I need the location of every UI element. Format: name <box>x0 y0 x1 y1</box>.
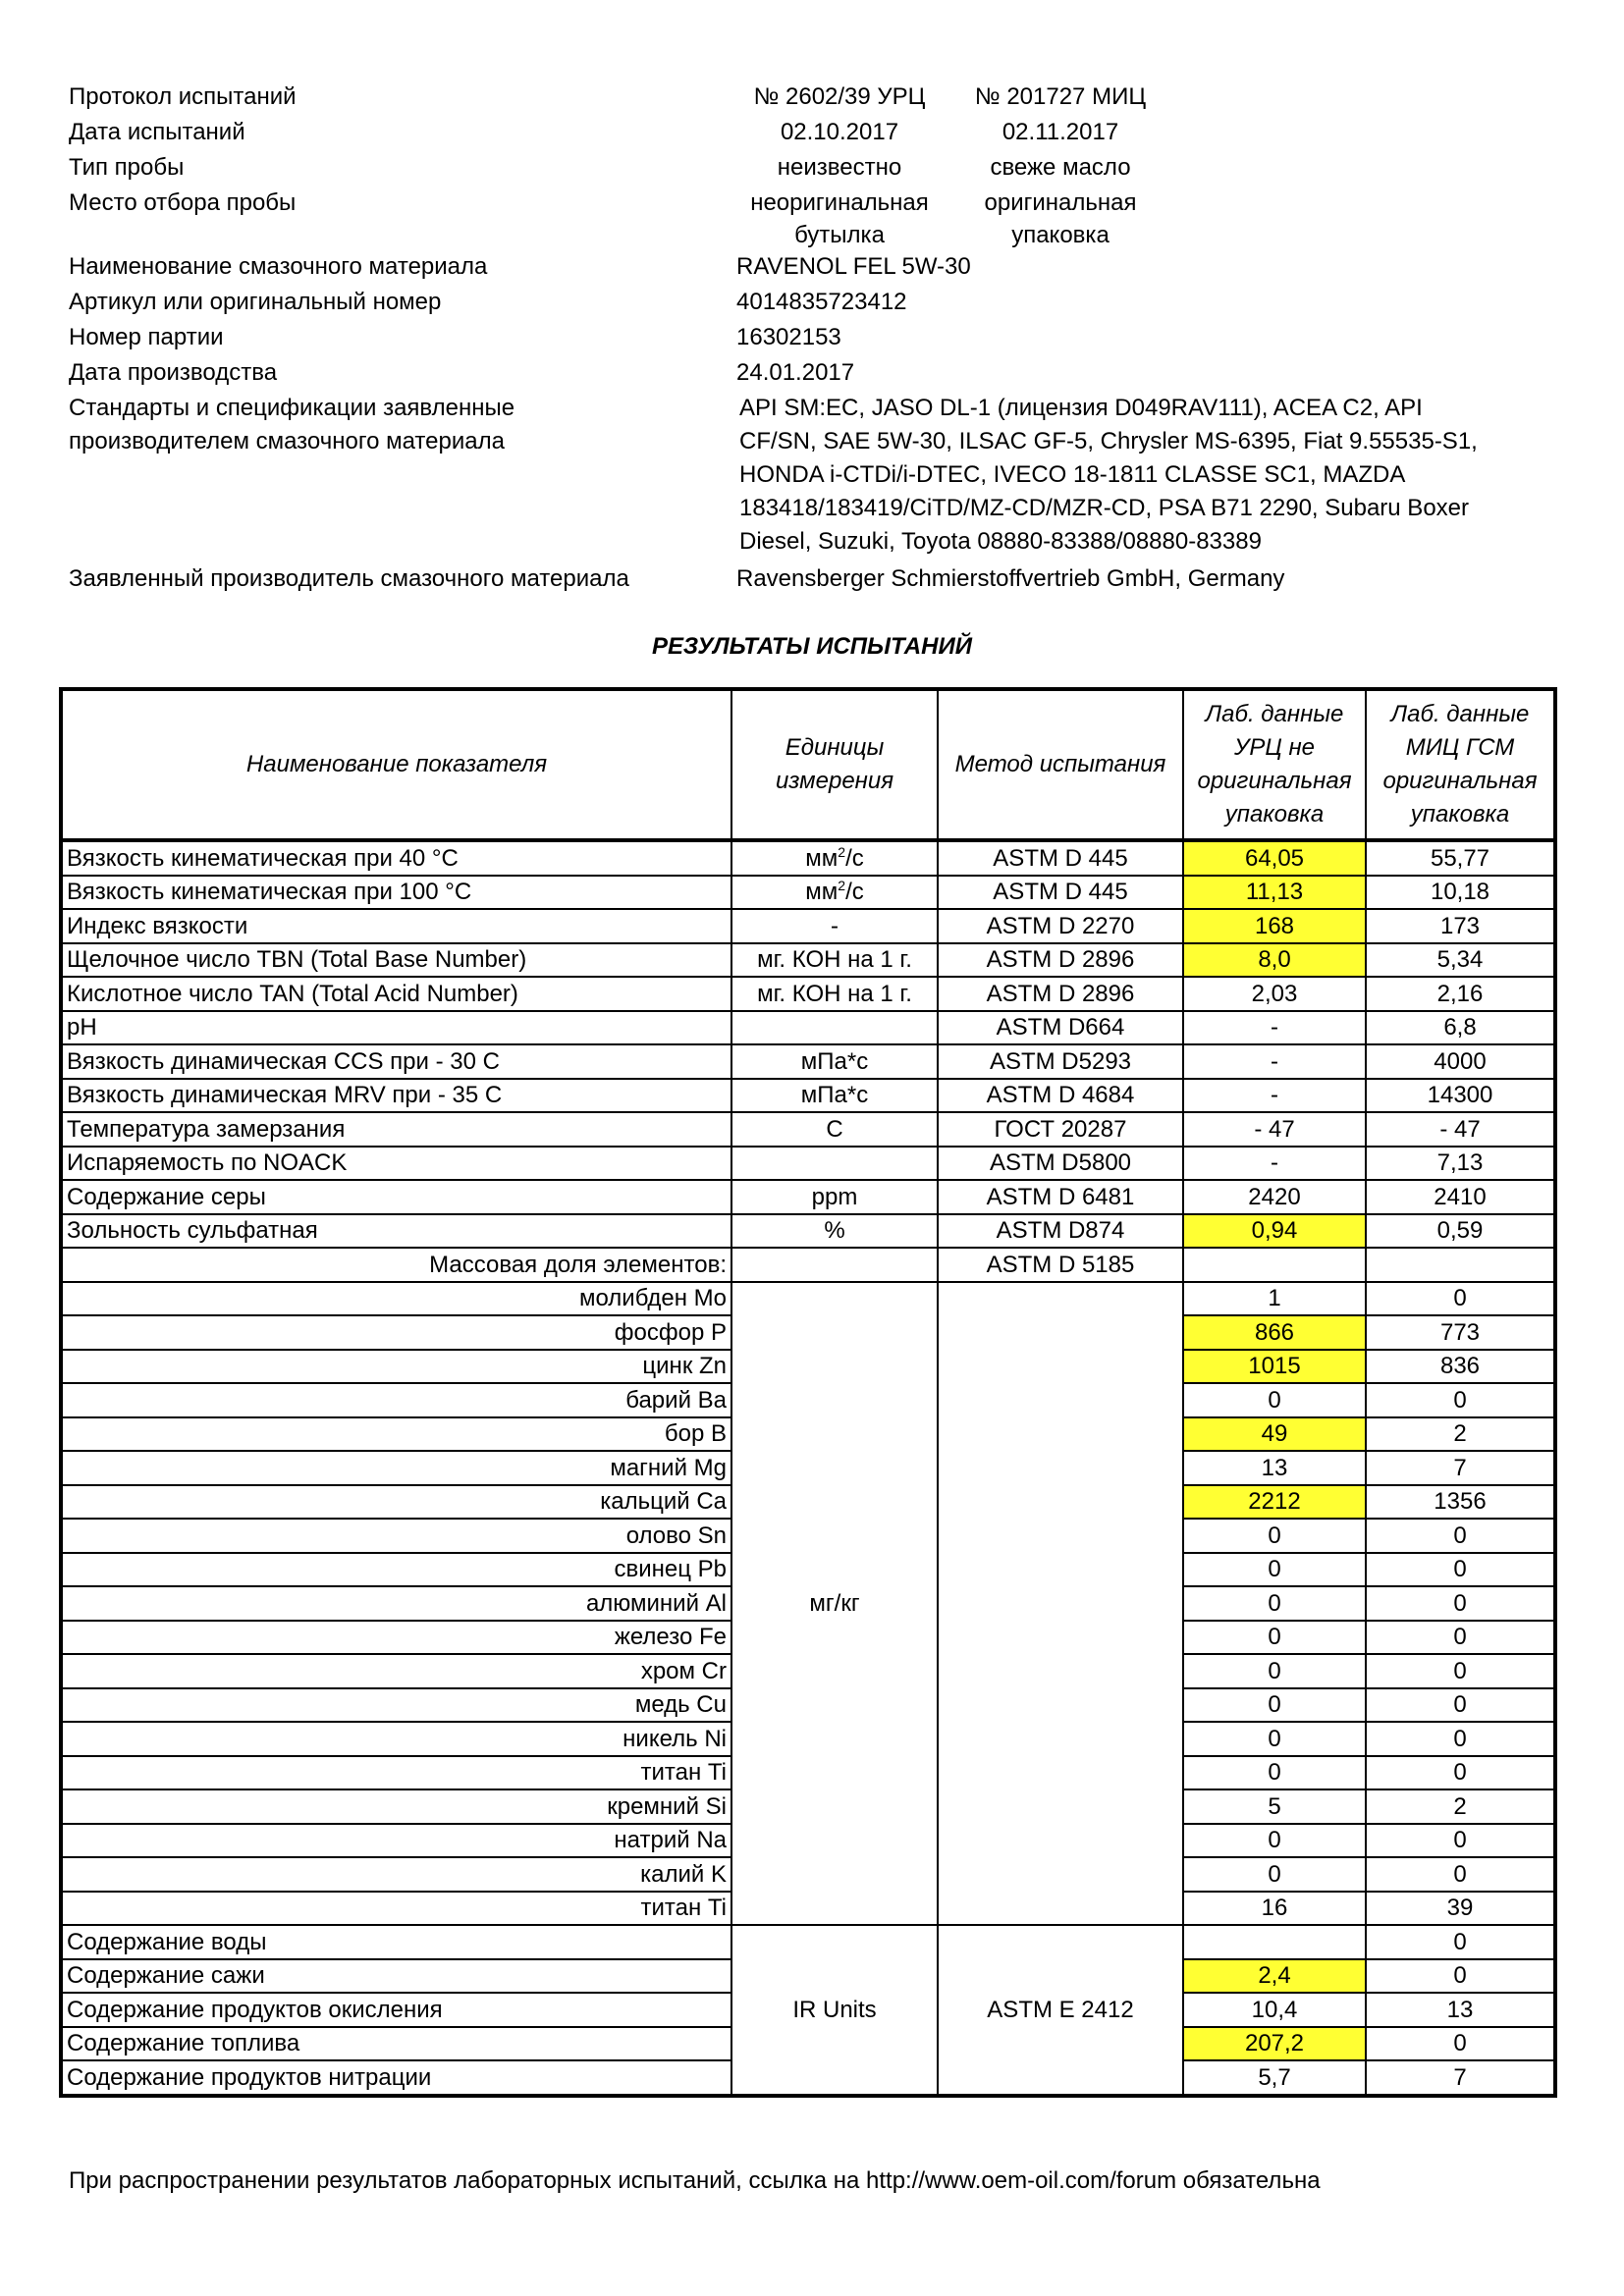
method-cell: ASTM D 445 <box>938 876 1183 910</box>
table-body <box>61 840 1555 2096</box>
method-cell: ASTM D874 <box>938 1214 1183 1249</box>
standards-line: 183418/183419/CiTD/MZ-CD/MZR-CD, PSA B71 2290, Subaru Boxer <box>739 495 1470 521</box>
urc-value: 10,4 <box>1183 1993 1366 2027</box>
parameter-name: Содержание топлива <box>61 2027 731 2061</box>
urc-value: - <box>1183 1011 1366 1045</box>
mic-value: 0 <box>1366 1824 1555 1858</box>
method-cell: ASTM D5800 <box>938 1147 1183 1181</box>
mic-value: 0 <box>1366 1688 1555 1723</box>
mic-value: 0 <box>1366 1959 1555 1994</box>
col-method-header: Метод испытания <box>938 689 1183 840</box>
protocol-label: Протокол испытаний <box>69 83 297 110</box>
ir-unit: IR Units <box>731 1925 938 2096</box>
method-cell <box>938 1282 1183 1926</box>
elements-header: Массовая доля элементов: <box>61 1248 731 1282</box>
parameter-name: Содержание продуктов нитрации <box>61 2060 731 2096</box>
sample-place-urc-2: бутылка <box>794 222 885 248</box>
parameter-name: Содержание серы <box>61 1180 731 1214</box>
table-row <box>61 1147 1555 1181</box>
unit-superscript: 2 <box>838 878 846 894</box>
table-row <box>61 977 1555 1011</box>
sample-place-label: Место отбора пробы <box>69 189 297 216</box>
unit-cell: ppm <box>731 1180 938 1214</box>
col-mic-header: Лаб. данные МИЦ ГСМ оригинальная упаковка <box>1366 689 1555 840</box>
mic-value: 0 <box>1366 1621 1555 1655</box>
urc-value: 0 <box>1183 1824 1366 1858</box>
sample-type-mic: свеже масло <box>990 154 1131 181</box>
mic-value: 7 <box>1366 1451 1555 1485</box>
ir-method: ASTM E 2412 <box>938 1925 1183 2096</box>
urc-value: 2,03 <box>1183 977 1366 1011</box>
unit-cell: мг. КОН на 1 г. <box>731 943 938 978</box>
production-date-label: Дата производства <box>69 359 278 386</box>
standards-label-2: производителем смазочного материала <box>69 428 505 454</box>
standards-line: HONDA i-CTDi/i-DTEC, IVECO 18-1811 CLASSE SC1, MAZDA <box>739 461 1406 488</box>
unit-superscript: 2 <box>838 843 846 860</box>
unit-cell: мПа*с <box>731 1079 938 1113</box>
unit-base: мм <box>805 879 839 906</box>
urc-value: - 47 <box>1183 1112 1366 1147</box>
table-header-row <box>61 689 1555 840</box>
element-name: молибден Mo <box>61 1282 731 1316</box>
date-urc: 02.10.2017 <box>780 119 899 145</box>
urc-value: 11,13 <box>1183 876 1366 910</box>
mic-value: 7 <box>1366 2060 1555 2096</box>
mic-value: 2 <box>1366 1789 1555 1824</box>
method-cell: ASTM D 4684 <box>938 1079 1183 1113</box>
mic-value: 0 <box>1366 1925 1555 1959</box>
urc-value: 5,7 <box>1183 2060 1366 2096</box>
mic-value: 7,13 <box>1366 1147 1555 1181</box>
standards-label-1: Стандарты и спецификации заявленные <box>69 395 515 421</box>
urc-value: 0 <box>1183 1383 1366 1417</box>
date-mic: 02.11.2017 <box>1001 119 1119 145</box>
parameter-name: Вязкость динамическая CCS при - 30 С <box>61 1044 731 1079</box>
mic-value: 0,59 <box>1366 1214 1555 1249</box>
standards-line: API SM:EC, JASO DL-1 (лицензия D049RAV111), ACEA C2, API <box>739 395 1423 421</box>
batch-number: 16302153 <box>736 324 841 350</box>
mic-value: 14300 <box>1366 1079 1555 1113</box>
protocol-urc: № 2602/39 УРЦ <box>753 83 926 110</box>
mic-value: 0 <box>1366 1586 1555 1621</box>
col-name-header: Наименование показателя <box>61 689 731 840</box>
urc-value: 13 <box>1183 1451 1366 1485</box>
urc-value: - <box>1183 1147 1366 1181</box>
element-name: магний Mg <box>61 1451 731 1485</box>
urc-value: 168 <box>1183 909 1366 943</box>
parameter-name: Содержание воды <box>61 1925 731 1959</box>
urc-value: 16 <box>1183 1892 1366 1926</box>
element-name: фосфор P <box>61 1315 731 1350</box>
table-row <box>61 1248 1555 1282</box>
results-title: РЕЗУЛЬТАТЫ ИСПЫТАНИЙ <box>652 633 972 660</box>
table-row <box>61 1282 1555 1316</box>
mic-value: 0 <box>1366 1654 1555 1688</box>
sample-place-mic-1: оригинальная <box>984 189 1137 216</box>
element-name: железо Fe <box>61 1621 731 1655</box>
mic-value: 836 <box>1366 1350 1555 1384</box>
urc-value: 1015 <box>1183 1350 1366 1384</box>
urc-value: 0 <box>1183 1621 1366 1655</box>
production-date: 24.01.2017 <box>736 359 855 386</box>
method-cell: ASTM D 5185 <box>938 1248 1183 1282</box>
urc-value <box>1183 1925 1366 1959</box>
method-cell: ASTM D 2896 <box>938 977 1183 1011</box>
element-name: натрий Na <box>61 1824 731 1858</box>
urc-value: 0 <box>1183 1553 1366 1587</box>
table-row <box>61 876 1555 910</box>
mic-value: 10,18 <box>1366 876 1555 910</box>
unit-cell: % <box>731 1214 938 1249</box>
article-label: Артикул или оригинальный номер <box>69 289 442 315</box>
lubricant-name-label: Наименование смазочного материала <box>69 253 488 280</box>
mic-value: 0 <box>1366 1383 1555 1417</box>
mic-value: 6,8 <box>1366 1011 1555 1045</box>
article-number: 4014835723412 <box>736 289 907 315</box>
urc-value: 2420 <box>1183 1180 1366 1214</box>
date-label: Дата испытаний <box>69 119 245 145</box>
method-cell: ASTM D 445 <box>938 840 1183 876</box>
unit-base: мм <box>805 844 839 872</box>
unit-cell: С <box>731 1112 938 1147</box>
sample-type-urc: неизвестно <box>777 154 902 181</box>
mic-value <box>1366 1248 1555 1282</box>
parameter-name: Испаряемость по NOACK <box>61 1147 731 1181</box>
element-name: кремний Si <box>61 1789 731 1824</box>
col-units-header: Единицы измерения <box>731 689 938 840</box>
elements-unit: мг/кг <box>731 1282 938 1926</box>
urc-value: 0 <box>1183 1688 1366 1723</box>
parameter-name: Вязкость кинематическая при 40 °С <box>61 840 731 876</box>
table-row <box>61 1214 1555 1249</box>
manufacturer-label: Заявленный производитель смазочного материала <box>69 565 629 592</box>
urc-value: 49 <box>1183 1417 1366 1452</box>
mic-value: 173 <box>1366 909 1555 943</box>
method-cell: ASTM D 6481 <box>938 1180 1183 1214</box>
urc-value: 0 <box>1183 1857 1366 1892</box>
mic-value: 55,77 <box>1366 840 1555 876</box>
protocol-mic: № 201727 МИЦ <box>974 83 1147 110</box>
unit-cell <box>731 876 938 910</box>
results-table <box>59 687 1557 2098</box>
urc-value: 8,0 <box>1183 943 1366 978</box>
sample-place-mic-2: упаковка <box>1011 222 1110 248</box>
table-row <box>61 1011 1555 1045</box>
mic-value: 0 <box>1366 1722 1555 1756</box>
urc-value: - <box>1183 1079 1366 1113</box>
urc-value: 2,4 <box>1183 1959 1366 1994</box>
method-cell: ASTM D5293 <box>938 1044 1183 1079</box>
mic-value: 2410 <box>1366 1180 1555 1214</box>
parameter-name: Содержание продуктов окисления <box>61 1993 731 2027</box>
mic-value: 1356 <box>1366 1485 1555 1520</box>
unit-cell: - <box>731 909 938 943</box>
element-name: барий Ba <box>61 1383 731 1417</box>
standards-line: Diesel, Suzuki, Toyota 08880-83388/08880-83389 <box>739 528 1262 555</box>
table-row <box>61 909 1555 943</box>
mic-value: 2 <box>1366 1417 1555 1452</box>
urc-value: 207,2 <box>1183 2027 1366 2061</box>
urc-value: 0 <box>1183 1654 1366 1688</box>
footer-note: При распространении результатов лабораторных испытаний, ссылка на http://www.oem-oil.com/forum обязательна <box>69 2167 1321 2194</box>
table-row <box>61 1112 1555 1147</box>
table-row <box>61 1044 1555 1079</box>
table-row <box>61 1180 1555 1214</box>
urc-value: 866 <box>1183 1315 1366 1350</box>
element-name: калий K <box>61 1857 731 1892</box>
method-cell: ASTM D 2896 <box>938 943 1183 978</box>
standards-list <box>739 392 1554 559</box>
method-cell: ГОСТ 20287 <box>938 1112 1183 1147</box>
urc-value: 5 <box>1183 1789 1366 1824</box>
urc-value: 0 <box>1183 1519 1366 1553</box>
element-name: свинец Pb <box>61 1553 731 1587</box>
parameter-name: Температура замерзания <box>61 1112 731 1147</box>
mic-value: 0 <box>1366 2027 1555 2061</box>
mic-value: 2,16 <box>1366 977 1555 1011</box>
parameter-name: Вязкость кинематическая при 100 °С <box>61 876 731 910</box>
sample-type-label: Тип пробы <box>69 154 185 181</box>
table-row <box>61 840 1555 876</box>
method-cell: ASTM D664 <box>938 1011 1183 1045</box>
element-name: титан Ti <box>61 1756 731 1790</box>
table-row <box>61 943 1555 978</box>
mic-value: 0 <box>1366 1519 1555 1553</box>
element-name: алюминий Al <box>61 1586 731 1621</box>
mic-value: 0 <box>1366 1553 1555 1587</box>
element-name: никель Ni <box>61 1722 731 1756</box>
lubricant-name: RAVENOL FEL 5W-30 <box>736 253 971 280</box>
element-name: олово Sn <box>61 1519 731 1553</box>
parameter-name: Щелочное число TBN (Total Base Number) <box>61 943 731 978</box>
col-urc-header: Лаб. данные УРЦ не оригинальная упаковка <box>1183 689 1366 840</box>
urc-value: 0,94 <box>1183 1214 1366 1249</box>
method-cell: ASTM D 2270 <box>938 909 1183 943</box>
unit-cell <box>731 1147 938 1181</box>
parameter-name: Содержание сажи <box>61 1959 731 1994</box>
unit-cell <box>731 1248 938 1282</box>
element-name: медь Cu <box>61 1688 731 1723</box>
urc-value: - <box>1183 1044 1366 1079</box>
parameter-name: Вязкость динамическая MRV при - 35 С <box>61 1079 731 1113</box>
batch-label: Номер партии <box>69 324 224 350</box>
unit-cell <box>731 840 938 876</box>
mic-value: 13 <box>1366 1993 1555 2027</box>
sample-place-urc-1: неоригинальная <box>750 189 929 216</box>
parameter-name: Зольность сульфатная <box>61 1214 731 1249</box>
urc-value: 0 <box>1183 1722 1366 1756</box>
element-name: бор B <box>61 1417 731 1452</box>
mic-value: 0 <box>1366 1857 1555 1892</box>
unit-cell: мПа*с <box>731 1044 938 1079</box>
element-name: титан Ti <box>61 1892 731 1926</box>
element-name: кальций Ca <box>61 1485 731 1520</box>
unit-tail: /с <box>845 844 864 872</box>
urc-value: 1 <box>1183 1282 1366 1316</box>
manufacturer: Ravensberger Schmierstoffvertrieb GmbH, Germany <box>736 565 1285 592</box>
standards-line: CF/SN, SAE 5W-30, ILSAC GF-5, Chrysler MS-6395, Fiat 9.55535-S1, <box>739 428 1478 454</box>
urc-value: 2212 <box>1183 1485 1366 1520</box>
unit-tail: /с <box>845 879 864 906</box>
mic-value: 773 <box>1366 1315 1555 1350</box>
mic-value: 0 <box>1366 1756 1555 1790</box>
mic-value: 39 <box>1366 1892 1555 1926</box>
unit-cell <box>731 1011 938 1045</box>
mic-value: - 47 <box>1366 1112 1555 1147</box>
parameter-name: pH <box>61 1011 731 1045</box>
urc-value <box>1183 1248 1366 1282</box>
element-name: хром Cr <box>61 1654 731 1688</box>
unit-cell: мг. КОН на 1 г. <box>731 977 938 1011</box>
mic-value: 5,34 <box>1366 943 1555 978</box>
mic-value: 4000 <box>1366 1044 1555 1079</box>
mic-value: 0 <box>1366 1282 1555 1316</box>
parameter-name: Кислотное число TAN (Total Acid Number) <box>61 977 731 1011</box>
table-row <box>61 1079 1555 1113</box>
table-row <box>61 1925 1555 1959</box>
parameter-name: Индекс вязкости <box>61 909 731 943</box>
urc-value: 0 <box>1183 1586 1366 1621</box>
urc-value: 0 <box>1183 1756 1366 1790</box>
urc-value: 64,05 <box>1183 840 1366 876</box>
element-name: цинк Zn <box>61 1350 731 1384</box>
